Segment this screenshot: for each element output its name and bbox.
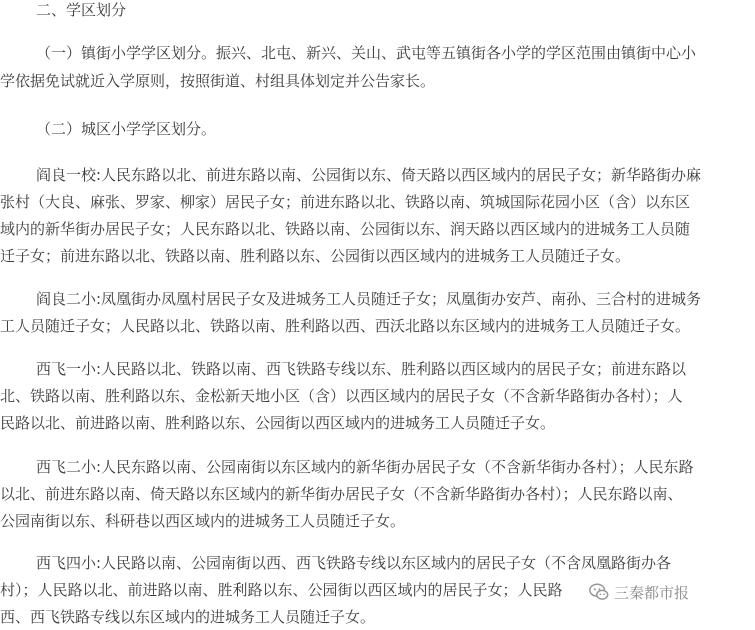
- para-line: 村）；人民路以北、前进路以南、胜利路以东、公园街以西区域内的居民子女；人民路: [0, 581, 563, 599]
- para-line: 北、铁路以南、胜利路以东、金松新天地小区（含）以西区域内的居民子女（不含新华路街办各村）；人: [0, 387, 683, 405]
- para-line: 以北、前进东路以南、倚天路以东区域内的新华街办居民子女（不含新华路街办各村）；人民东路以南、: [0, 485, 683, 503]
- para-line: 西飞二小:人民东路以南、公园南街以东区域内的新华街办居民子女（不含新华街办各村）；人民东路: [36, 458, 694, 476]
- para-line: 迁子女；前进东路以北、铁路以南、胜利路以东、公园街以西区域内的进城务工人员随迁子女。: [0, 247, 631, 265]
- para-line: 西飞一小:人民路以北、铁路以南、西飞铁路专线以东、胜利路以西区域内的居民子女；前进东路以: [36, 360, 687, 378]
- para-line: 西飞四小:人民路以南、公园南街以西、西飞铁路专线以东区域内的居民子女（不含凤凰路街办各: [36, 554, 672, 572]
- watermark-text: 三秦都市报: [614, 583, 690, 602]
- para-line: 张村（大良、麻张、罗家、柳家）居民子女；前进东路以北、铁路以南、筑城国际花园小区（含）以东区: [0, 193, 691, 211]
- para-line: 公园南街以东、科研巷以西区域内的进城务工人员随迁子女。: [0, 512, 406, 530]
- para-line: 阎良二小:凤凰街办凤凰村居民子女及进城务工人员随迁子女；凤凰街办安芦、南孙、三合村的进城务: [36, 290, 702, 308]
- para-line: 工人员随迁子女；人民路以北、铁路以南、胜利路以西、西沃北路以东区域内的进城务工人员随迁子女。: [0, 317, 691, 335]
- wechat-icon: [588, 581, 610, 603]
- para-line: 民路以北、前进路以南、胜利路以东、公园街以西区域内的进城务工人员随迁子女。: [0, 414, 556, 432]
- section-heading: 二、学区划分: [36, 1, 127, 19]
- para-line: 学依据免试就近入学原则，按照街道、村组具体划定并公告家长。: [0, 72, 436, 90]
- para-line: 西、西飞铁路专线以东区域内的进城务工人员随迁子女。: [0, 608, 376, 626]
- para-line: （一）镇街小学学区划分。振兴、北屯、新兴、关山、武屯等五镇街各小学的学区范围由镇街中心小: [36, 44, 697, 62]
- watermark: [588, 580, 689, 604]
- para-line: 域内的新华街办居民子女；人民东路以北、铁路以南、公园街以东、润天路以西区域内的进城务工人员随: [0, 220, 691, 238]
- para-line: 阎良一校:人民东路以北、前进东路以南、公园街以东、倚天路以西区域内的居民子女；新华路街办麻: [36, 166, 702, 184]
- para-line: （二）城区小学学区划分。: [36, 120, 217, 138]
